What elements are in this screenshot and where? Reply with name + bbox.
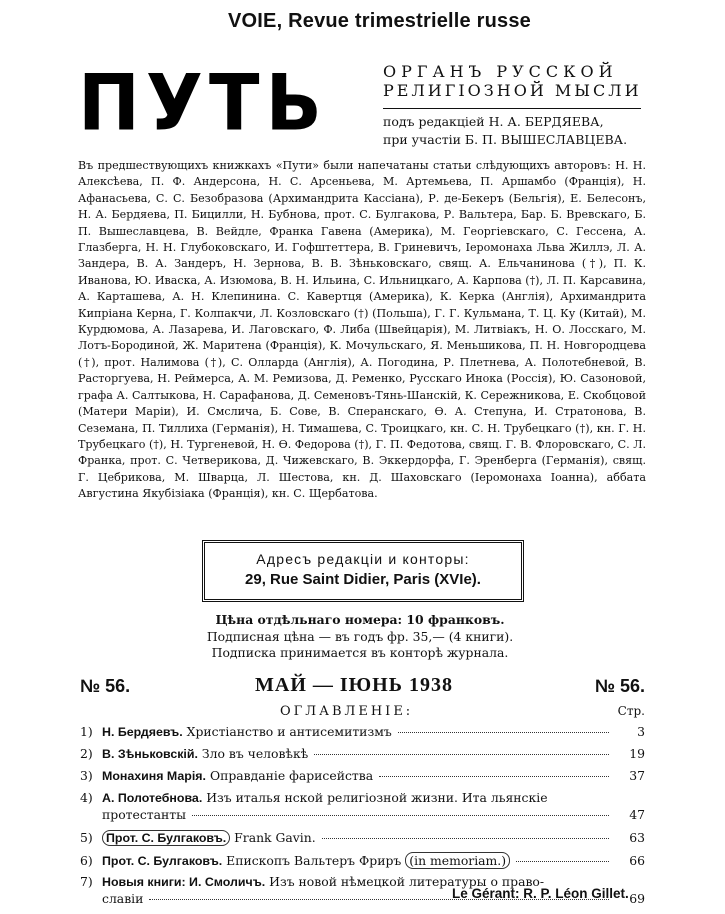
- toc-item[interactable]: 1) Н. Бердяевъ. Христiанство и антисемитизмъ 3: [80, 724, 645, 739]
- issue-row: [80, 676, 645, 702]
- authors-intro: Въ предшествующихъ книжкахъ «Пути» были напечатаны статьи слѣдующихъ авторовъ:: [78, 159, 611, 172]
- price-line-1: Цѣна отдѣльнаго номера: 10 франковъ.: [215, 612, 505, 627]
- organ-line-1: ОРГАНЪ РУССКОЙ: [383, 62, 618, 81]
- toc-author: Монахиня Марiя.: [102, 769, 206, 783]
- toc-leader: [516, 861, 609, 862]
- toc-page-label: Стр.: [617, 704, 645, 718]
- toc-item[interactable]: 4) А. Полотебнова. Изъ италья нской религiозной жизни. Ита льянскiе протестанты 47: [80, 790, 645, 822]
- toc-title-cont: славiи: [102, 891, 144, 906]
- toc-title-text: Изъ италья нской религiозной жизни. Ита льянскiе: [206, 790, 548, 805]
- authors-list: Н. Н. Алексѣева, П. Ф. Андерсона, Н. С. Арсеньева, М. Артемьева, П. Аршамбо (Францiя), Н. Афанасьева, С. С. Безобразова (Архимандрита Кассiана), Р. де-Бекеръ (Бельгiя), Е. Белесонъ, Н. А. Бердяева, П. Бицилли, Н. Бубнова, прот. С. Булгакова, Р. Вальтера, Бар. Б. Вревскаго, Б. П. Вышеславцева, В. Вейдле, Франка Гавена (Америка), М. Георгiевскаго, С. Гессена, А. Глазберга, Н. Н. Глубоковскаго, И. Гофштеттера, В. Гриневичъ, Iеромонаха Львa Жиллэ, Л. А. Зандера, В. А. Зандеръ, Н. Зернова, В. В. Зѣньковскаго, свящ. А. Ельчанинова (†), П. К. Иванова, Ю. Иваска, А. Изюмова, В. Н. Ильина, С. Ильницкаго, А. Карпова (†), Л. П. Карсавина, А. Карташева, А. Н. Клепинина. С. Кавертця (Америка), К. Керка (Англiя), Архимандрита Кипрiана Керна, Г. Колпакчи, Л. Козловскаго (†) (Польша), Г. Г. Кульмана, Т. Ц. Ку (Китай), М. Курдюмова, А. Лазарева, И. Лаговскаго, Ф. Либа (Швейцарiя), М. Литвiакъ, Н. О. Лосскаго, М. Лотъ-Бородиной, Ж. Маритена (Францiя), К. Мочульскаго, Я. Меньшикова, П. Н. Новгородцева (†), прот. Налимова (†), С. Олларда (Англiя), А. Погодина, Р. Плетнева, А. Полотебневой, В. Расторгуева, Н. Реймерса, А. М. Ремизова, Д. Ременко, Русскаго Инока (Россiя), Ю. Сазоновой, графа А. Салтыкова, Н. Сарафанова, Д. Семеновъ-Тянь-Шанскiй, К. Сережникова, Е. Скобцовой (Матери Марiи), И. Смслича, Б. Сове, В. Сперанскаго, Ѳ. А. Степуна, И. Стратонова, В. Сеземана, П. Тиллиха (Германiя), Н. Тимашева, С. Троицкаго, кн. С. Н. Трубецкаго (†), кн. Г. Н. Трубецкаго (†), Н. Тургеневой, Н. Ѳ. Федорова (†), Г. П. Федотова, свящ. Г. В. Флоровскаго, С. Л. Франка, прот. С. Четверикова, Д. Чижевскаго, В. Эккердорфа, Г. Эренберга (Германiя), свящ. Г. Цебрикова, М. Шварца, Л. Шестова, кн. Д. Шаховскаго (Iеромонаха Iоанна), аббата Августина Якубiзiака (Францiя), кн. С. Щербатова.: [78, 159, 646, 501]
- address-title: Адресъ редакцiи и конторы:: [256, 551, 470, 567]
- toc-author: Н. Бердяевъ.: [102, 725, 183, 739]
- gerant-line: Le Gérant: R. P. Léon Gillet.: [452, 886, 629, 901]
- toc-leader: [398, 732, 609, 733]
- toc-leader: [322, 838, 609, 839]
- toc-author: Прот. С. Булгаковъ.: [102, 854, 223, 868]
- toc-title-extra: (in memoriam.): [405, 852, 510, 869]
- toc-page: 19: [629, 746, 645, 761]
- toc-page: 69: [629, 891, 645, 906]
- toc-title-text: Изъ новой нѣмецкой литературы о право-: [269, 874, 545, 889]
- organ-block: [383, 62, 643, 149]
- toc-header: [80, 704, 645, 722]
- toc-item[interactable]: 7) Новыя книги: И. Смоличъ. Изъ новой нѣмецкой литературы о право- славiи 69: [80, 874, 645, 906]
- address-box: [202, 540, 524, 602]
- toc-item[interactable]: 5) Прот. С. Булгаковъ. Frank Gavin. 63: [80, 830, 645, 845]
- toc-author: А. Полотебнова.: [102, 791, 203, 805]
- editor-line-2: при участiи Б. П. ВЫШЕСЛАВЦЕВА.: [383, 132, 628, 147]
- toc-item[interactable]: 6) Прот. С. Булгаковъ. Епископъ Вальтеръ Фриръ (in memoriam.) 66: [80, 853, 645, 868]
- toc-leader: [314, 754, 609, 755]
- price-line-2: Подписная цѣна — въ годъ фр. 35,— (4 книги).: [206, 628, 514, 644]
- toc-item[interactable]: 2) В. Зѣньковскiй. Зло въ человѣкѣ 19: [80, 746, 645, 761]
- toc-author: Прот. С. Булгаковъ.: [102, 830, 230, 846]
- toc-title-text: Оправданiе фарисейства: [209, 768, 374, 783]
- toc-title: ОГЛАВЛЕНIЕ:: [280, 704, 414, 719]
- organ-divider: [383, 108, 641, 109]
- toc-leader: [379, 776, 609, 777]
- toc-page: 37: [629, 768, 645, 783]
- authors-paragraph: [78, 158, 646, 503]
- journal-logo: [78, 57, 368, 149]
- organ-line-2: РЕЛИГIОЗНОЙ МЫСЛИ: [383, 81, 642, 100]
- toc-title-text: Frank Gavin.: [234, 830, 316, 845]
- editor-line-1: подъ редакцiей Н. А. БЕРДЯЕВА,: [383, 114, 604, 129]
- toc-author: Новыя книги: И. Смоличъ.: [102, 875, 266, 889]
- price-block: [150, 612, 570, 662]
- toc-title-text: Зло въ человѣкѣ: [201, 746, 309, 761]
- price-line-3: Подписка принимается въ конторѣ журнала.: [211, 645, 509, 660]
- toc-page: 47: [629, 807, 645, 822]
- toc-page: 66: [629, 853, 645, 868]
- toc-title-text: Христiанство и антисемитизмъ: [186, 724, 392, 739]
- issue-number-right: № 56.: [594, 676, 645, 696]
- toc-page: 63: [629, 830, 645, 845]
- address-street: 29, Rue Saint Didier, Paris (XVIe).: [245, 571, 481, 588]
- toc-title-text: Епископъ Вальтеръ Фриръ: [226, 853, 402, 868]
- journal-subtitle: VOIE, Revue trimestrielle russe: [228, 10, 532, 32]
- logo-text: ПУТЬ: [78, 57, 328, 149]
- toc-page: 3: [637, 724, 645, 739]
- issue-number-left: № 56.: [80, 676, 131, 696]
- issue-date: МАЙ — IЮНЬ 1938: [255, 674, 453, 696]
- toc-title-cont: протестанты: [102, 807, 186, 822]
- toc-item[interactable]: 3) Монахиня Марiя. Оправданiе фарисейства 37: [80, 768, 645, 783]
- toc-author: В. Зѣньковскiй.: [102, 747, 198, 761]
- toc-leader: [192, 815, 609, 816]
